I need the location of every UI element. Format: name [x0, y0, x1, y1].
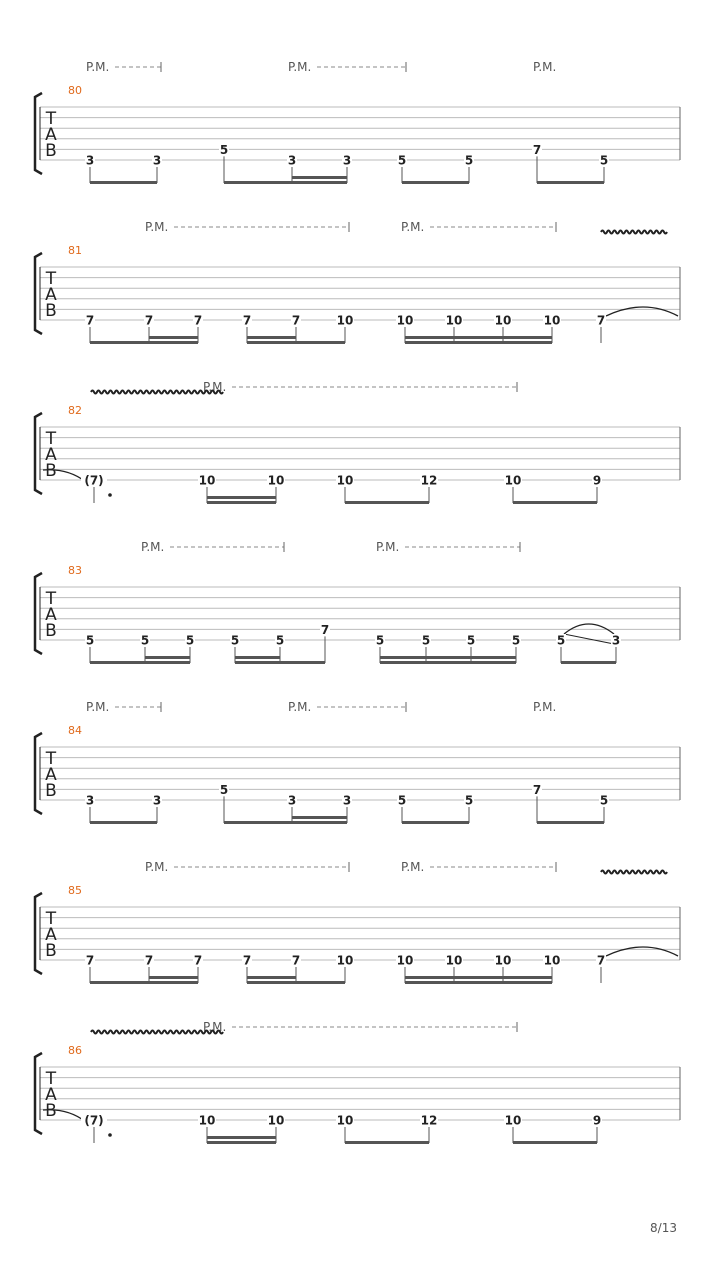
vibrato-mark	[601, 231, 667, 234]
measure-number: 82	[68, 404, 82, 417]
fret-number: 7	[193, 953, 203, 968]
beam	[207, 1141, 276, 1144]
fret-number: 10	[543, 313, 561, 328]
fret-number: 10	[267, 1113, 285, 1128]
beam-secondary	[292, 816, 347, 819]
fret-number: 3	[287, 153, 297, 168]
fret-number: 10	[336, 953, 354, 968]
fret-number: 5	[185, 633, 195, 648]
fret-number: 5	[466, 633, 476, 648]
fret-number: 10	[504, 473, 522, 488]
beam	[207, 501, 276, 504]
measure-number: 83	[68, 564, 82, 577]
duration-dot	[108, 1133, 112, 1137]
system-bracket	[35, 573, 42, 654]
tab-clef-t: T	[45, 589, 57, 609]
tab-clef-b: B	[45, 461, 57, 481]
fret-number: 5	[85, 633, 95, 648]
system-bracket	[35, 893, 42, 974]
fret-number: 5	[140, 633, 150, 648]
beam	[224, 181, 347, 184]
fret-number: 5	[464, 793, 474, 808]
tab-clef-t: T	[45, 909, 57, 929]
fret-number: (7)	[84, 473, 104, 488]
fret-number: 10	[198, 473, 216, 488]
fret-number: (7)	[84, 1113, 104, 1128]
measure-number: 84	[68, 724, 82, 737]
fret-number: 5	[275, 633, 285, 648]
beam	[224, 821, 347, 824]
fret-number: 5	[599, 153, 609, 168]
beam	[513, 501, 597, 504]
fret-number: 5	[464, 153, 474, 168]
palm-mute-label: P.M.	[401, 220, 425, 234]
fret-number: 10	[267, 473, 285, 488]
beam	[90, 981, 198, 984]
fret-number: 3	[611, 633, 621, 648]
palm-mute-label: P.M.	[86, 700, 110, 714]
fret-number: 3	[287, 793, 297, 808]
system-bracket	[35, 1053, 42, 1134]
fret-number: 9	[592, 473, 602, 488]
fret-number: 7	[144, 313, 154, 328]
tab-clef-t: T	[45, 269, 57, 289]
tab-clef-t: T	[45, 749, 57, 769]
beam	[90, 821, 157, 824]
palm-mute-label: P.M.	[203, 1020, 227, 1034]
palm-mute-label: P.M.	[141, 540, 165, 554]
beam	[235, 661, 325, 664]
tab-clef-a: A	[45, 125, 57, 145]
beam-secondary	[380, 656, 516, 659]
slur-line	[564, 634, 614, 644]
palm-mute-label: P.M.	[533, 60, 557, 74]
tie-out	[606, 307, 678, 316]
beam-secondary	[405, 336, 552, 339]
tab-clef-b: B	[45, 781, 57, 801]
beam	[247, 981, 345, 984]
fret-number: 7	[85, 313, 95, 328]
beam-secondary	[207, 496, 276, 499]
fret-number: 7	[85, 953, 95, 968]
fret-number: 10	[198, 1113, 216, 1128]
tab-clef-t: T	[45, 1069, 57, 1089]
fret-number: 3	[152, 153, 162, 168]
fret-number: 10	[396, 953, 414, 968]
beam	[405, 981, 552, 984]
tab-clef-a: A	[45, 1085, 57, 1105]
system-bracket	[35, 413, 42, 494]
fret-number: 3	[342, 793, 352, 808]
palm-mute-label: P.M.	[376, 540, 400, 554]
fret-number: 7	[596, 953, 606, 968]
system-bracket	[35, 733, 42, 814]
beam	[90, 181, 157, 184]
beam	[90, 661, 190, 664]
fret-number: 12	[420, 1113, 438, 1128]
fret-number: 10	[336, 473, 354, 488]
fret-number: 7	[596, 313, 606, 328]
fret-number: 7	[532, 782, 542, 797]
tab-clef-b: B	[45, 941, 57, 961]
beam	[345, 1141, 429, 1144]
beam-secondary	[247, 336, 296, 339]
palm-mute-label: P.M.	[86, 60, 110, 74]
fret-number: 5	[230, 633, 240, 648]
fret-number: 10	[494, 313, 512, 328]
fret-number: 3	[152, 793, 162, 808]
beam	[405, 341, 552, 344]
fret-number: 10	[396, 313, 414, 328]
fret-number: 10	[494, 953, 512, 968]
beam-secondary	[207, 1136, 276, 1139]
beam	[90, 341, 198, 344]
beam-secondary	[149, 336, 198, 339]
palm-mute-label: P.M.	[533, 700, 557, 714]
tab-clef-t: T	[45, 429, 57, 449]
measure-number: 85	[68, 884, 82, 897]
fret-number: 5	[397, 793, 407, 808]
fret-number: 10	[504, 1113, 522, 1128]
beam	[561, 661, 616, 664]
fret-number: 12	[420, 473, 438, 488]
palm-mute-label: P.M.	[288, 700, 312, 714]
tab-clef-a: A	[45, 765, 57, 785]
beam-secondary	[405, 976, 552, 979]
page-indicator: 8/13	[650, 1221, 677, 1235]
tab-clef-t: T	[45, 109, 57, 129]
fret-number: 7	[193, 313, 203, 328]
fret-number: 5	[511, 633, 521, 648]
vibrato-mark	[601, 871, 667, 874]
fret-number: 10	[543, 953, 561, 968]
beam-secondary	[292, 176, 347, 179]
tab-clef-b: B	[45, 141, 57, 161]
fret-number: 5	[556, 633, 566, 648]
fret-number: 3	[342, 153, 352, 168]
fret-number: 5	[397, 153, 407, 168]
fret-number: 5	[375, 633, 385, 648]
system-bracket	[35, 253, 42, 334]
fret-number: 5	[219, 782, 229, 797]
fret-number: 9	[592, 1113, 602, 1128]
measure-number: 80	[68, 84, 82, 97]
palm-mute-label: P.M.	[203, 380, 227, 394]
tab-clef-a: A	[45, 605, 57, 625]
palm-mute-label: P.M.	[401, 860, 425, 874]
palm-mute-label: P.M.	[145, 860, 169, 874]
fret-number: 7	[320, 622, 330, 637]
beam-secondary	[145, 656, 190, 659]
beam	[247, 341, 345, 344]
measure-number: 81	[68, 244, 82, 257]
fret-number: 5	[219, 142, 229, 157]
beam-secondary	[247, 976, 296, 979]
fret-number: 7	[242, 953, 252, 968]
duration-dot	[108, 493, 112, 497]
fret-number: 7	[291, 313, 301, 328]
palm-mute-label: P.M.	[288, 60, 312, 74]
fret-number: 10	[445, 313, 463, 328]
beam	[537, 181, 604, 184]
beam-secondary	[149, 976, 198, 979]
tab-clef-b: B	[45, 1101, 57, 1121]
tab-clef-b: B	[45, 301, 57, 321]
beam	[537, 821, 604, 824]
tab-clef-a: A	[45, 445, 57, 465]
tab-clef-a: A	[45, 925, 57, 945]
fret-number: 7	[144, 953, 154, 968]
fret-number: 5	[599, 793, 609, 808]
beam	[402, 821, 469, 824]
tie-out	[606, 947, 678, 956]
beam-secondary	[235, 656, 280, 659]
fret-number: 7	[532, 142, 542, 157]
fret-number: 7	[242, 313, 252, 328]
fret-number: 10	[336, 1113, 354, 1128]
system-bracket	[35, 93, 42, 174]
beam	[380, 661, 516, 664]
tab-clef-a: A	[45, 285, 57, 305]
fret-number: 10	[336, 313, 354, 328]
beam	[402, 181, 469, 184]
fret-number: 7	[291, 953, 301, 968]
measure-number: 86	[68, 1044, 82, 1057]
fret-number: 5	[421, 633, 431, 648]
fret-number: 3	[85, 153, 95, 168]
tab-clef-b: B	[45, 621, 57, 641]
beam	[513, 1141, 597, 1144]
palm-mute-label: P.M.	[145, 220, 169, 234]
fret-number: 3	[85, 793, 95, 808]
fret-number: 10	[445, 953, 463, 968]
beam	[345, 501, 429, 504]
